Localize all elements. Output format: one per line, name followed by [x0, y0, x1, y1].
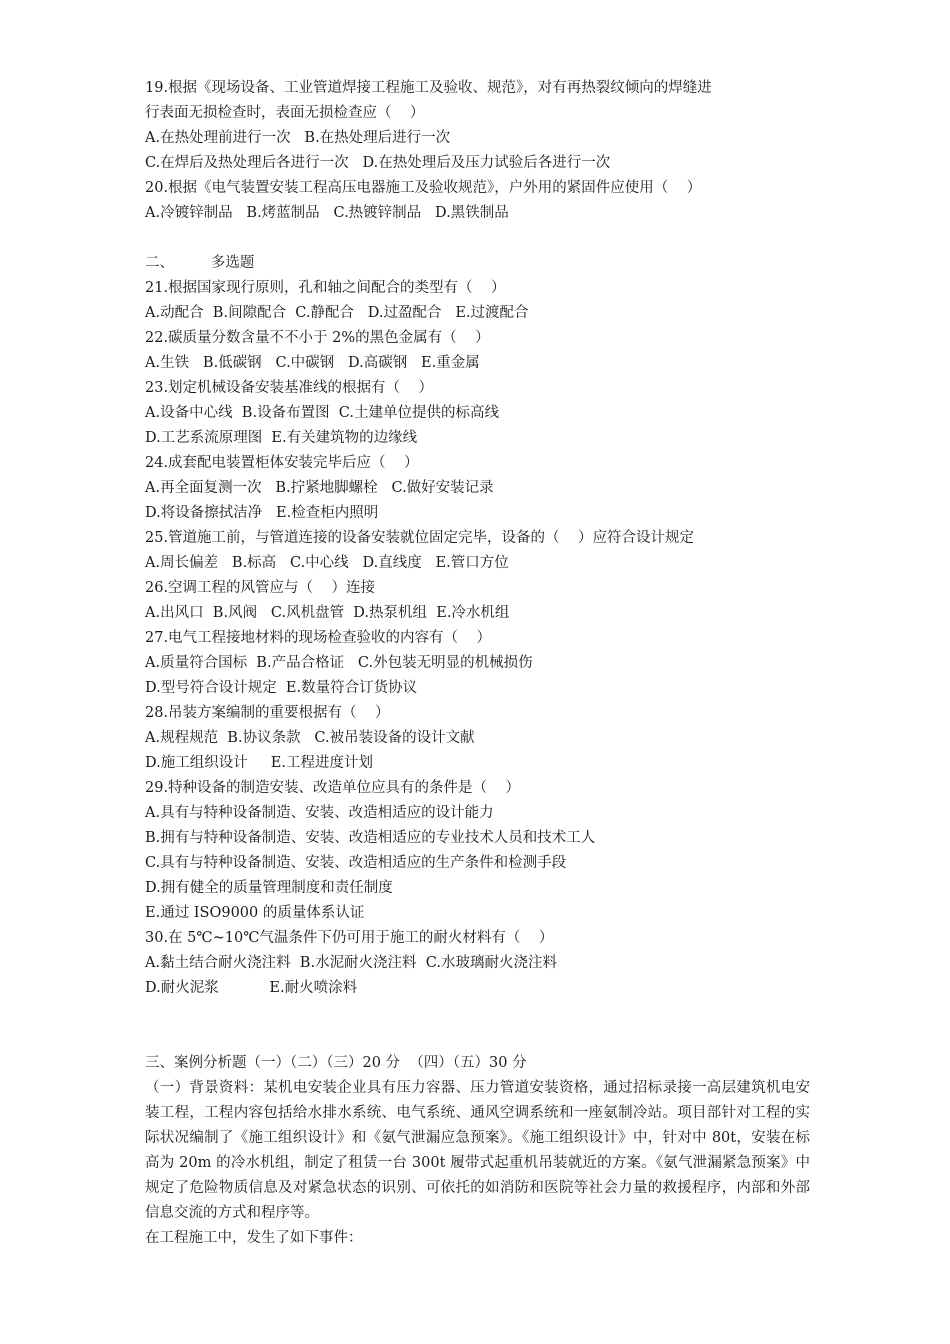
question-19-options-ab: A.在热处理前进行一次 B.在热处理后进行一次 [145, 130, 451, 146]
question-27-options-1: A.质量符合国标 B.产品合格证 C.外包装无明显的机械损伤 [145, 655, 533, 671]
question-19-options-cd: C.在焊后及热处理后各进行一次 D.在热处理后及压力试验后各进行一次 [145, 155, 611, 171]
case-1-events-intro: 在工程施工中，发生了如下事件： [145, 1230, 363, 1246]
question-29-option-c: C.具有与特种设备制造、安装、改造相适应的生产条件和检测手段 [145, 855, 567, 871]
question-23-options-2: D.工艺系流原理图 E.有关建筑物的边缘线 [145, 430, 418, 446]
question-23-options-1: A.设备中心线 B.设备布置图 C.土建单位提供的标高线 [145, 405, 499, 421]
question-26-options: A.出风口 B.风阀 C.风机盘管 D.热泵机组 E.冷水机组 [145, 605, 510, 621]
question-29-option-e: E.通过 ISO9000 的质量体系认证 [145, 905, 365, 921]
section-title-case-analysis: 三、案例分析题（一）（二）（三）20 分 （四）（五）30 分 [145, 1055, 527, 1071]
case-1-background: （一）背景资料：某机电安装企业具有压力容器、压力管道安装资格，通过招标录接一高层建筑机电安装工程，工程内容包括给水排水系统、电气系统、通风空调系统和一座氨制冷站。项目部针对工程的实际状况编制了《施工组织设计》和《氨气泄漏应急预案》。《施工组织设计》中，针对中 80t，安装在标高为 20m 的冷水机组，制定了租赁一台 300t 履带式起重机吊装就近的方案。《氨气泄漏紧急预案》中规定了危险物质信息及对紧急状态的识别、可依托的如消防和医院等社会力量的救援程序，内部和外部信息交流的方式和程序等。 [145, 1080, 810, 1221]
question-30-options-2: D.耐火泥浆 E.耐火喷涂料 [145, 980, 358, 996]
question-28-stem: 28.吊装方案编制的重要根据有（ ） [145, 705, 390, 721]
question-25-stem: 25.管道施工前，与管道连接的设备安装就位固定完毕，设备的（ ）应符合设计规定 [145, 530, 694, 546]
section-title-multi-choice: 二、 多选题 [145, 255, 255, 271]
question-24-stem: 24.成套配电装置柜体安装完毕后应（ ） [145, 455, 419, 471]
question-22-options: A.生铁 B.低碳钢 C.中碳钢 D.高碳钢 E.重金属 [145, 355, 480, 371]
question-22-stem: 22.碳质量分数含量不不小于 2%的黑色金属有（ ） [145, 330, 490, 346]
question-29-stem: 29.特种设备的制造安装、改造单位应具有的条件是（ ） [145, 780, 520, 796]
question-19-stem-line2: 行表面无损检查时，表面无损检查应（ ） [145, 105, 425, 121]
question-24-options-1: A.再全面复测一次 B.拧紧地脚螺栓 C.做好安装记录 [145, 480, 494, 496]
question-29-option-a: A.具有与特种设备制造、安装、改造相适应的设计能力 [145, 805, 494, 821]
question-23-stem: 23.划定机械设备安装基准线的根据有（ ） [145, 380, 433, 396]
question-19-stem-line1: 19.根据《现场设备、工业管道焊接工程施工及验收、规范》，对有再热裂纹倾向的焊缝进 [145, 80, 712, 96]
question-29-option-b: B.拥有与特种设备制造、安装、改造相适应的专业技术人员和技术工人 [145, 830, 596, 846]
question-20-stem: 20.根据《电气装置安装工程高压电器施工及验收规范》，户外用的紧固件应使用（ ） [145, 180, 702, 196]
question-20-options: A.冷镀锌制品 B.烤蓝制品 C.热镀锌制品 D.黑铁制品 [145, 205, 509, 221]
question-28-options-1: A.规程规范 B.协议条款 C.被吊装设备的设计文献 [145, 730, 475, 746]
question-26-stem: 26.空调工程的风管应与（ ）连接 [145, 580, 375, 596]
question-21-stem: 21.根据国家现行原则，孔和轴之间配合的类型有（ ） [145, 280, 506, 296]
spacer [145, 226, 810, 251]
question-30-options-1: A.黏土结合耐火浇注料 B.水泥耐火浇注料 C.水玻璃耐火浇注料 [145, 955, 557, 971]
question-28-options-2: D.施工组织设计 E.工程进度计划 [145, 755, 373, 771]
spacer [145, 1026, 810, 1051]
document-body [145, 76, 810, 1251]
question-27-stem: 27.电气工程接地材料的现场检查验收的内容有（ ） [145, 630, 491, 646]
spacer [145, 1001, 810, 1026]
question-27-options-2: D.型号符合设计规定 E.数量符合订货协议 [145, 680, 418, 696]
question-24-options-2: D.将设备擦拭洁净 E.检查柜内照明 [145, 505, 379, 521]
question-30-stem: 30.在 5℃~10℃气温条件下仍可用于施工的耐火材料有（ ） [145, 930, 554, 946]
question-25-options: A.周长偏差 B.标高 C.中心线 D.直线度 E.管口方位 [145, 555, 509, 571]
question-29-option-d: D.拥有健全的质量管理制度和责任制度 [145, 880, 393, 896]
question-21-options: A.动配合 B.间隙配合 C.静配合 D.过盈配合 E.过渡配合 [145, 305, 529, 321]
